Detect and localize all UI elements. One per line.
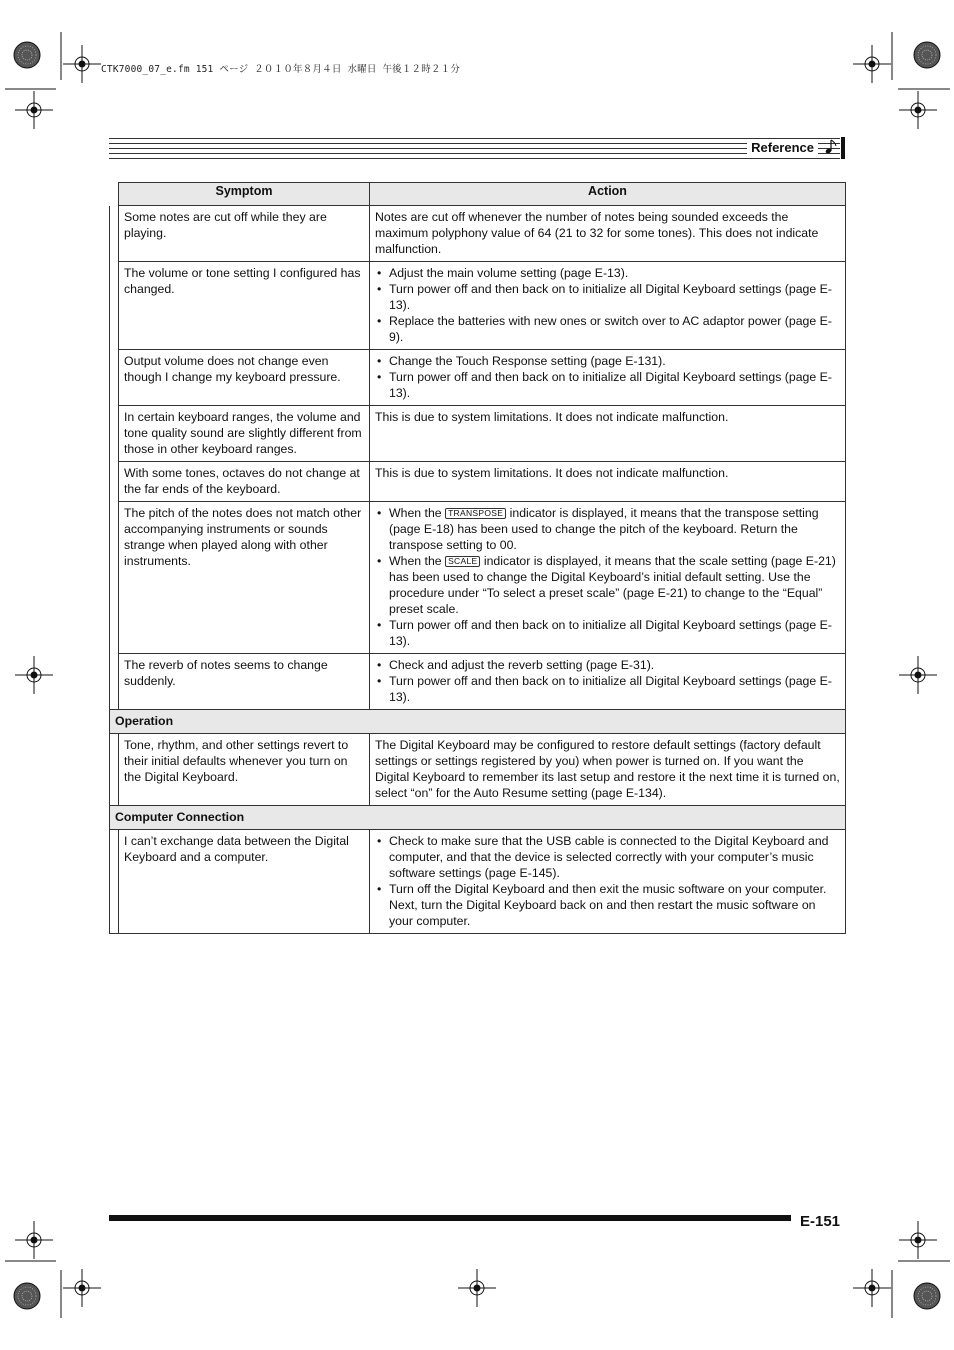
action-list <box>375 353 840 401</box>
table-row <box>110 502 846 654</box>
action-list <box>375 833 840 929</box>
gutter <box>110 350 119 406</box>
section-header-title: Reference <box>747 140 818 155</box>
action-item: • Change the Touch Response setting (page E-131). <box>375 353 840 369</box>
action-cell: The Digital Keyboard may be configured to restore default settings (factory default settings or settings registered by you) when power is turned on. If you want the Digital Keyboard to remember its last setup and restore it the next time it is turned on, select “on” for the Auto Resume setting (page E-134). <box>370 734 846 806</box>
action-list <box>375 265 840 345</box>
table-row <box>110 262 846 350</box>
gutter <box>110 502 119 654</box>
action-item: • Turn power off and then back on to initialize all Digital Keyboard settings (page E-13). <box>375 617 840 649</box>
action-item <box>375 553 840 617</box>
action-text: indicator is displayed, it means that the scale setting (page E-21) has been used to change the Digital Keyboard’s initial default setting. Use the procedure under “To select a preset scale” (page E-21) to change to the “Equal” preset scale. <box>389 554 836 616</box>
troubleshooting-table <box>109 182 846 934</box>
symptom-cell: The reverb of notes seems to change suddenly. <box>119 654 370 710</box>
table-row <box>110 734 846 806</box>
symptom-cell: Some notes are cut off while they are playing. <box>119 206 370 262</box>
action-item: • Replace the batteries with new ones or switch over to AC adaptor power (page E-9). <box>375 313 840 345</box>
transpose-indicator-icon: TRANSPOSE <box>445 508 506 519</box>
action-cell <box>370 262 846 350</box>
color-wheel-icon <box>914 1283 940 1309</box>
action-item: • Turn power off and then back on to initialize all Digital Keyboard settings (page E-13). <box>375 673 840 705</box>
table-row <box>110 654 846 710</box>
action-item: • Adjust the main volume setting (page E-13). <box>375 265 840 281</box>
table-header-row <box>110 183 846 206</box>
symptom-cell: The pitch of the notes does not match other accompanying instruments or sounds strange when played along with other instruments. <box>119 502 370 654</box>
action-cell: Notes are cut off whenever the number of notes being sounded exceeds the maximum polyphony value of 64 (21 to 32 for some tones). This does not indicate malfunction. <box>370 206 846 262</box>
action-text: indicator is displayed, it means that the transpose setting (page E-18) has been used to change the pitch of the keyboard. Return the transpose setting to 00. <box>389 506 819 552</box>
action-text: When the <box>389 554 446 568</box>
gutter <box>110 830 119 934</box>
action-cell <box>370 502 846 654</box>
scale-indicator-icon: SCALE <box>445 556 480 567</box>
action-cell: This is due to system limitations. It does not indicate malfunction. <box>370 462 846 502</box>
action-cell <box>370 654 846 710</box>
print-info-line: CTK7000_07_e.fm 151 ページ ２０１０年８月４日 水曜日 午後１２時２１分 <box>101 64 461 75</box>
section-heading: Computer Connection <box>110 806 846 830</box>
table-row <box>110 350 846 406</box>
symptom-cell: The volume or tone setting I configured has changed. <box>119 262 370 350</box>
color-wheel-icon <box>914 42 940 68</box>
action-item: • Check and adjust the reverb setting (page E-31). <box>375 657 840 673</box>
action-list <box>375 657 840 705</box>
gutter <box>110 654 119 710</box>
gutter <box>110 462 119 502</box>
symptom-cell: I can’t exchange data between the Digital Keyboard and a computer. <box>119 830 370 934</box>
symptom-cell: Output volume does not change even though I change my keyboard pressure. <box>119 350 370 406</box>
gutter <box>110 262 119 350</box>
table-row <box>110 830 846 934</box>
color-wheel-icon <box>14 1283 40 1309</box>
gutter <box>110 734 119 806</box>
symptom-column-header: Symptom <box>119 183 370 206</box>
action-item: • Turn power off and then back on to initialize all Digital Keyboard settings (page E-13). <box>375 281 840 313</box>
page-number: E-151 <box>800 1213 841 1230</box>
action-column-header: Action <box>370 183 846 206</box>
section-row-computer-connection <box>110 806 846 830</box>
action-item: • Check to make sure that the USB cable is connected to the Digital Keyboard and computer, and that the device is selected correctly with your computer’s music software settings (page E-145). <box>375 833 840 881</box>
action-item <box>375 505 840 553</box>
footer-rule <box>109 1215 791 1221</box>
gutter <box>110 183 119 206</box>
action-item: • Turn power off and then back on to initialize all Digital Keyboard settings (page E-13). <box>375 369 840 401</box>
music-note-icon <box>825 140 836 154</box>
color-wheel-icon <box>14 42 40 68</box>
gutter <box>110 406 119 462</box>
symptom-cell: Tone, rhythm, and other settings revert to their initial defaults whenever you turn on the Digital Keyboard. <box>119 734 370 806</box>
action-cell: This is due to system limitations. It does not indicate malfunction. <box>370 406 846 462</box>
table-row <box>110 206 846 262</box>
table-row <box>110 406 846 462</box>
action-item: • Turn off the Digital Keyboard and then exit the music software on your computer. Next, turn the Digital Keyboard back on and then restart the music software on your computer. <box>375 881 840 929</box>
table-row <box>110 462 846 502</box>
action-cell <box>370 830 846 934</box>
action-list <box>375 505 840 649</box>
symptom-cell: With some tones, octaves do not change at the far ends of the keyboard. <box>119 462 370 502</box>
section-heading: Operation <box>110 710 846 734</box>
action-cell <box>370 350 846 406</box>
symptom-cell: In certain keyboard ranges, the volume and tone quality sound are slightly different from those in other keyboard ranges. <box>119 406 370 462</box>
section-row-operation <box>110 710 846 734</box>
gutter <box>110 206 119 262</box>
action-text: When the <box>389 506 446 520</box>
